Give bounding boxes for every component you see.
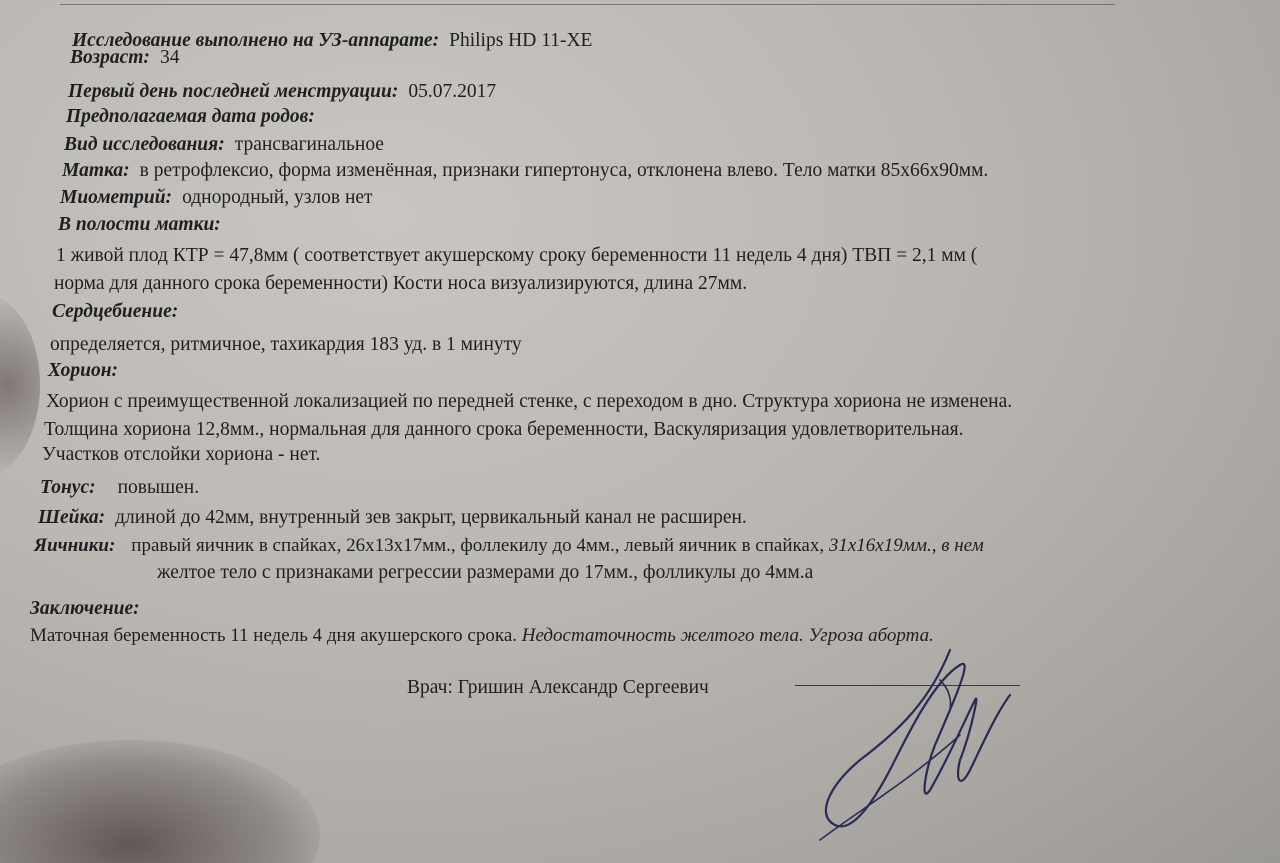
myometrium-label: Миометрий: — [60, 187, 173, 208]
ovaries-value-b: 31х16х19мм., в нем — [828, 535, 984, 556]
heartbeat-value: определяется, ритмичное, тахикардия 183 уд. в 1 минуту — [50, 334, 522, 355]
cervix-row — [38, 506, 747, 530]
conclusion-a: Маточная беременность 11 недель 4 дня акушерского срока. — [30, 625, 517, 646]
cavity-label: В полости матки: — [58, 214, 221, 235]
cavity-row — [58, 213, 231, 237]
device-label: Исследование выполнено на УЗ-аппарате: — [72, 30, 440, 51]
exam-type-label: Вид исследования: — [64, 134, 225, 155]
device-value: Philips HD 11-XE — [449, 30, 593, 51]
cervix-value: длиной до 42мм, внутренный зев закрыт, цервикальный канал не расширен. — [115, 507, 747, 528]
conclusion-text — [30, 624, 934, 648]
tone-label: Тонус: — [40, 477, 96, 498]
uterus-value: в ретрофлексио, форма изменённая, признаки гипертонуса, отклонена влево. Тело матки 85х66х90мм. — [139, 160, 989, 181]
finger-left-shadow — [0, 295, 40, 475]
uterus-row — [62, 159, 988, 183]
ovaries-value-a: правый яичник в спайках, 26х13х17мм., фоллекилу до 4мм., левый яичник в спайках, — [131, 535, 825, 556]
age-label: Возраст: — [70, 47, 150, 68]
chorion-row — [48, 359, 128, 383]
age-row — [70, 46, 179, 70]
top-rule — [60, 4, 1115, 5]
chorion-line-2: Толщина хориона 12,8мм., нормальная для данного срока беременности, Васкуляризация удовлетворительная. — [44, 419, 964, 440]
chorion-label: Хорион: — [48, 360, 119, 381]
due-date-row — [66, 105, 325, 129]
doctor-name: Гришин Александр Сергеевич — [457, 677, 709, 698]
conclusion-label: Заключение: — [30, 598, 140, 619]
uterus-label: Матка: — [62, 160, 130, 181]
chorion-line-3: Участков отслойки хориона - нет. — [42, 444, 321, 465]
heartbeat-label: Сердцебиение: — [52, 301, 179, 322]
cervix-label: Шейка: — [38, 507, 106, 528]
doctor-row — [407, 676, 709, 700]
chorion-line-1: Хорион с преимущественной локализацией по передней стенке, с переходом в дно. Структура хориона не изменена. — [46, 391, 1013, 412]
lmp-label: Первый день последней менструации: — [68, 81, 399, 102]
conclusion-b: Недостаточность желтого тела. Угроза аборта. — [521, 625, 934, 646]
heartbeat-row — [52, 300, 188, 324]
finger-bottom-shadow — [0, 740, 320, 863]
tone-row — [40, 476, 199, 500]
conclusion-row — [30, 597, 150, 621]
ovaries-label: Яичники: — [34, 535, 116, 556]
age-value: 34 — [159, 47, 180, 68]
exam-type-value: трансвагинальное — [234, 134, 384, 155]
myometrium-value: однородный, узлов нет — [182, 187, 373, 208]
signature-image — [800, 640, 1030, 850]
lmp-value: 05.07.2017 — [408, 81, 497, 102]
ovaries-row — [34, 534, 984, 558]
tone-value: повышен. — [117, 477, 200, 498]
exam-type-row — [64, 133, 384, 157]
doctor-label: Врач: — [407, 677, 453, 698]
myometrium-row — [60, 186, 373, 210]
due-date-label: Предполагаемая дата родов: — [66, 106, 315, 127]
cavity-line-2: норма для данного срока беременности) Кости носа визуализируются, длина 27мм. — [54, 273, 748, 294]
lmp-row — [68, 80, 496, 104]
cavity-line-1: 1 живой плод КТР = 47,8мм ( соответствует акушерскому сроку беременности 11 недель 4 дня) ТВП = 2,1 мм ( — [56, 245, 978, 266]
ovaries-line-2: желтое тело с признаками регрессии размерами до 17мм., фолликулы до 4мм.а — [157, 562, 814, 583]
